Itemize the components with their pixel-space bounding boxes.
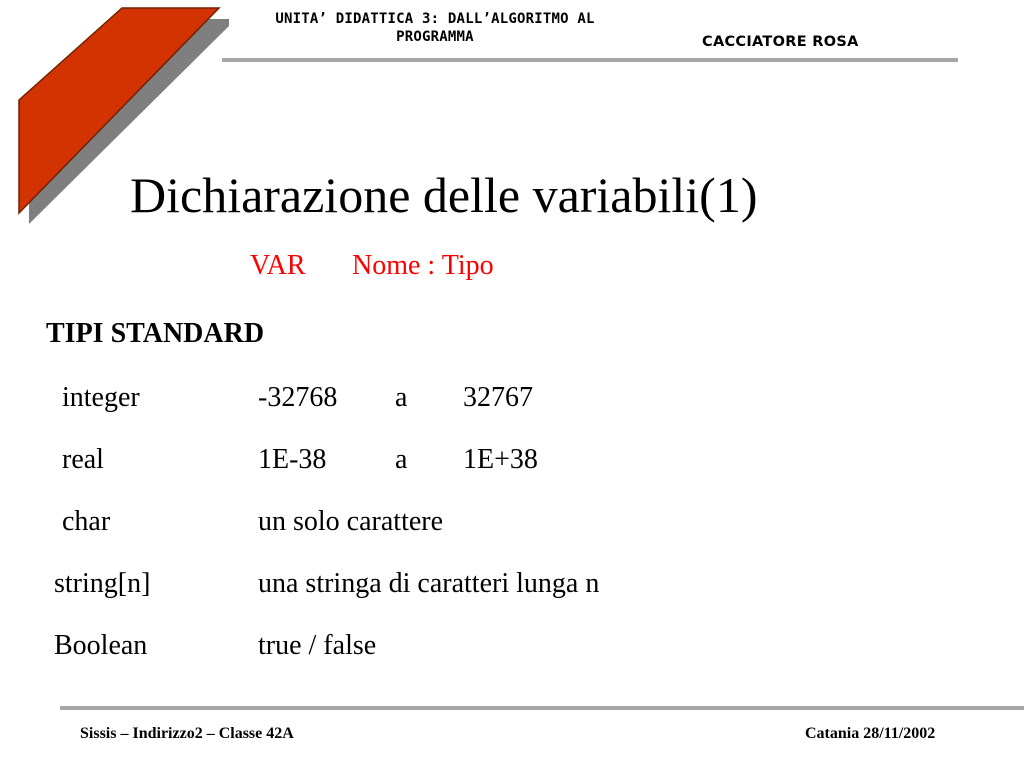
type-range — [258, 382, 533, 414]
type-row-char — [0, 506, 1024, 546]
footer-divider — [60, 706, 1024, 710]
type-description: true / false — [258, 630, 377, 661]
syntax-form: Nome : Tipo — [352, 250, 494, 281]
range-to: 1E+38 — [463, 444, 538, 475]
type-name: real — [62, 444, 104, 475]
type-description: una stringa di caratteri lunga n — [258, 568, 600, 599]
author-name: CACCIATORE ROSA — [702, 34, 859, 50]
footer-course: Sissis – Indirizzo2 – Classe 42A — [80, 725, 294, 742]
header-divider — [222, 58, 958, 62]
type-row-boolean — [0, 630, 1024, 670]
type-description: un solo carattere — [258, 506, 444, 537]
type-row-integer — [0, 382, 1024, 422]
type-name: integer — [62, 382, 140, 413]
type-name: Boolean — [54, 630, 148, 661]
unit-title-line2: PROGRAMMA — [396, 29, 474, 45]
type-row-string — [0, 568, 1024, 608]
type-range — [258, 444, 538, 476]
range-from: -32768 — [258, 382, 338, 413]
unit-title-line1: UNITA’ DIDATTICA 3: DALL’ALGORITMO AL — [275, 11, 595, 27]
declaration-syntax — [250, 250, 494, 282]
range-from: 1E-38 — [258, 444, 327, 475]
type-name: char — [62, 506, 111, 537]
footer-date: Catania 28/11/2002 — [805, 725, 936, 742]
section-heading: TIPI STANDARD — [46, 318, 265, 349]
slide-title: Dichiarazione delle variabili(1) — [130, 167, 758, 223]
range-separator: a — [395, 444, 408, 475]
range-separator: a — [395, 382, 408, 413]
range-to: 32767 — [463, 382, 533, 413]
syntax-keyword: VAR — [250, 250, 306, 281]
type-name: string[n] — [54, 568, 151, 599]
unit-title — [220, 10, 650, 46]
type-row-real — [0, 444, 1024, 484]
